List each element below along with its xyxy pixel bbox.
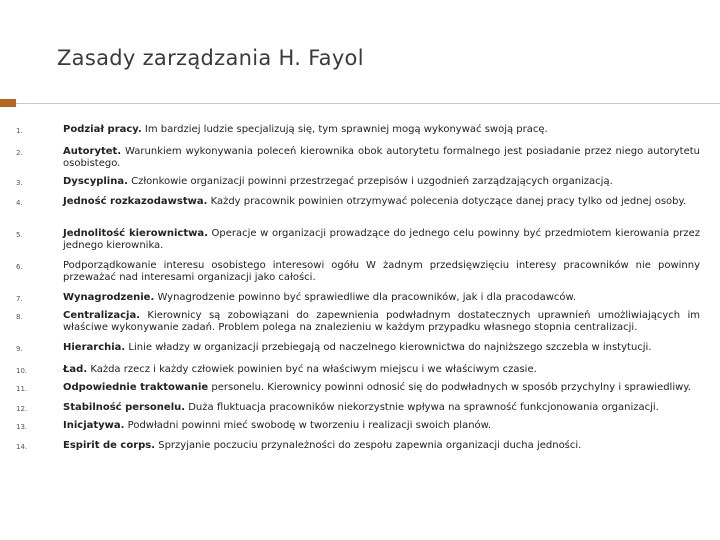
item-heading: Jednolitość kierownictwa. (63, 228, 208, 239)
item-heading: Jedność rozkazodawstwa. (63, 196, 208, 207)
item-number: 12. (16, 405, 28, 413)
item-text (63, 260, 700, 284)
item-text (63, 196, 700, 208)
item-description: Warunkiem wykonywania poleceń kierownika obok autorytetu formalnego jest posiadanie przez niego autorytetu osobistego. (63, 146, 700, 169)
item-description: Członkowie organizacji powinni przestrzegać przepisów i uzgodnień zarządzających organizacją. (127, 176, 613, 187)
item-text (63, 364, 700, 376)
item-heading: Espirit de corps. (63, 440, 156, 451)
item-number: 13. (16, 423, 28, 431)
item-text (63, 146, 700, 170)
item-number: 1. (16, 127, 23, 135)
item-text (63, 382, 700, 394)
item-heading: Podział pracy. (63, 124, 142, 135)
item-description: Wynagrodzenie powinno być sprawiedliwe dla pracowników, jak i dla pracodawców. (154, 292, 576, 303)
item-description: Kierownicy są zobowiązani do zapewnienia podwładnym dostatecznych uprawnień umożliwiających im właściwe wykonywanie zadań. Problem polega na znalezieniu w każdym przypadku własnego stopnia centralizacji. (63, 310, 700, 333)
item-description: Linie władzy w organizacji przebiegają od naczelnego kierownictwa do najniższego szczebla w instytucji. (125, 342, 652, 353)
item-text (63, 176, 700, 188)
item-text (63, 342, 700, 354)
item-number: 8. (16, 313, 23, 321)
item-heading: Ład. (63, 364, 88, 375)
item-heading: Dyscyplina. (63, 176, 128, 187)
item-description: Sprzyjanie poczuciu przynależności do zespołu zapewnia organizacji ducha jedności. (155, 440, 582, 451)
item-number: 11. (16, 385, 28, 393)
item-description: Im bardziej ludzie specjalizują się, tym sprawniej mogą wykonywać swoją pracę. (141, 124, 548, 135)
item-number: 14. (16, 443, 28, 451)
accent-bar (0, 99, 16, 107)
item-number: 2. (16, 149, 23, 157)
item-description: Każda rzecz i każdy człowiek powinien być na właściwym miejscu i we właściwym czasie. (87, 364, 537, 375)
item-number: 6. (16, 263, 23, 271)
item-heading: Inicjatywa. (63, 420, 125, 431)
item-description: Podporządkowanie interesu osobistego interesowi ogółu W żadnym przedsięwzięciu interesy pracowników nie powinny przeważać nad interesami organizacji jako całości. (63, 260, 700, 283)
item-text (63, 228, 700, 252)
item-description: Duża fluktuacja pracowników niekorzystnie wpływa na sprawność funkcjonowania organizacji. (185, 402, 659, 413)
title-divider (0, 103, 720, 104)
item-heading: Odpowiednie traktowanie (63, 382, 209, 393)
item-heading: Centralizacja. (63, 310, 141, 321)
item-description: Podwładni powinni mieć swobodę w tworzeniu i realizacji swoich planów. (124, 420, 492, 431)
item-text (63, 310, 700, 334)
slide-title: Zasady zarządzania H. Fayol (57, 46, 364, 70)
item-text (63, 420, 700, 432)
item-description: personelu. Kierownicy powinni odnosić się do podwładnych w sposób przychylny i sprawiedliwy. (208, 382, 691, 393)
item-text (63, 292, 700, 304)
item-text (63, 124, 700, 136)
item-number: 10. (16, 367, 28, 375)
item-text (63, 402, 700, 414)
item-number: 5. (16, 231, 23, 239)
item-heading: Wynagrodzenie. (63, 292, 155, 303)
item-description: Operacje w organizacji prowadzące do jednego celu powinny być przedmiotem kierowania przez jednego kierownika. (63, 228, 700, 251)
item-text (63, 440, 700, 452)
item-number: 7. (16, 295, 23, 303)
item-number: 4. (16, 199, 23, 207)
item-heading: Hierarchia. (63, 342, 126, 353)
item-number: 9. (16, 345, 23, 353)
item-heading: Autorytet. (63, 146, 122, 157)
item-number: 3. (16, 179, 23, 187)
item-heading: Stabilność personelu. (63, 402, 186, 413)
item-description: Każdy pracownik powinien otrzymywać polecenia dotyczące danej pracy tylko od jednej osoby. (207, 196, 687, 207)
